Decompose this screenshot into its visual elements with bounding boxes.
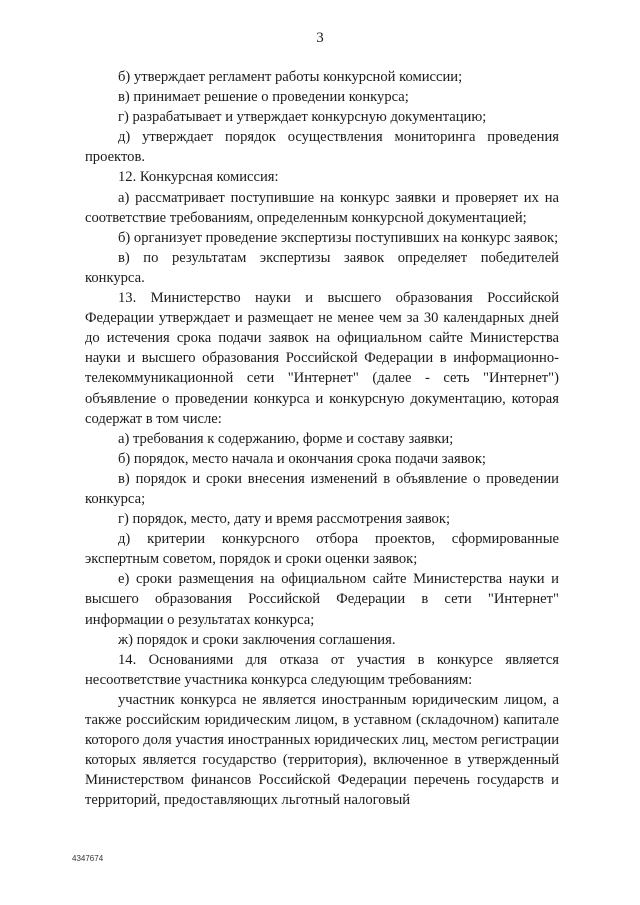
document-code: 4347674 — [72, 854, 104, 863]
paragraph: участник конкурса не является иностранным юридическим лицом, а также российским юридическим лицом, в уставном (складочном) капитале которого доля участия иностранных юридических лиц, местом регистрации которых является государство (территория), включенное в утвержденный Министерством финансов Российской Федерации перечень государств и территорий, предоставляющих льготный налоговый — [85, 691, 559, 809]
paragraph: б) порядок, место начала и окончания срока подачи заявок; — [118, 450, 486, 467]
paragraph: а) рассматривает поступившие на конкурс заявки и проверяет их на соответствие требованиям, определенным конкурсной документацией; — [85, 189, 559, 226]
paragraph: а) требования к содержанию, форме и составу заявки; — [118, 430, 454, 447]
paragraph: б) утверждает регламент работы конкурсной комиссии; — [118, 69, 463, 85]
paragraph: в) по результатам экспертизы заявок определяет победителей конкурса. — [85, 249, 559, 286]
paragraph: г) разрабатывает и утверждает конкурсную документацию; — [118, 109, 487, 126]
paragraph: 13. Министерство науки и высшего образования Российской Федерации утверждает и размещает не менее чем за 30 календарных дней до истечения срока подачи заявок на официальном сайте Министерства науки и высшего образования Российской Федерации в информационно-телекоммуникационной сети "Интернет" (далее - сеть "Интернет") объявление о проведении конкурса и конкурсную документацию, которая содержат в том числе: — [85, 290, 559, 427]
paragraph: е) сроки размещения на официальном сайте Министерства науки и высшего образования Российской Федерации в сети "Интернет" информации о результатах конкурса; — [85, 571, 559, 628]
paragraph: в) порядок и сроки внесения изменений в объявление о проведении конкурса; — [85, 470, 559, 507]
paragraph: д) критерии конкурсного отбора проектов, сформированные экспертным советом, порядок и сроки оценки заявок; — [85, 531, 559, 568]
paragraph: 12. Конкурсная комиссия: — [118, 169, 279, 186]
paragraph: б) организует проведение экспертизы поступивших на конкурс заявок; — [118, 229, 559, 246]
paragraph: в) принимает решение о проведении конкурса; — [118, 89, 409, 106]
paragraph: д) утверждает порядок осуществления мониторинга проведения проектов. — [85, 129, 559, 166]
page-number: 3 — [316, 30, 324, 46]
paragraph: г) порядок, место, дату и время рассмотрения заявок; — [118, 511, 450, 528]
document-body — [85, 67, 559, 810]
paragraph: 14. Основаниями для отказа от участия в конкурсе является несоответствие участника конкурса следующим требованиям: — [85, 651, 559, 688]
paragraph: ж) порядок и сроки заключения соглашения. — [118, 631, 396, 648]
